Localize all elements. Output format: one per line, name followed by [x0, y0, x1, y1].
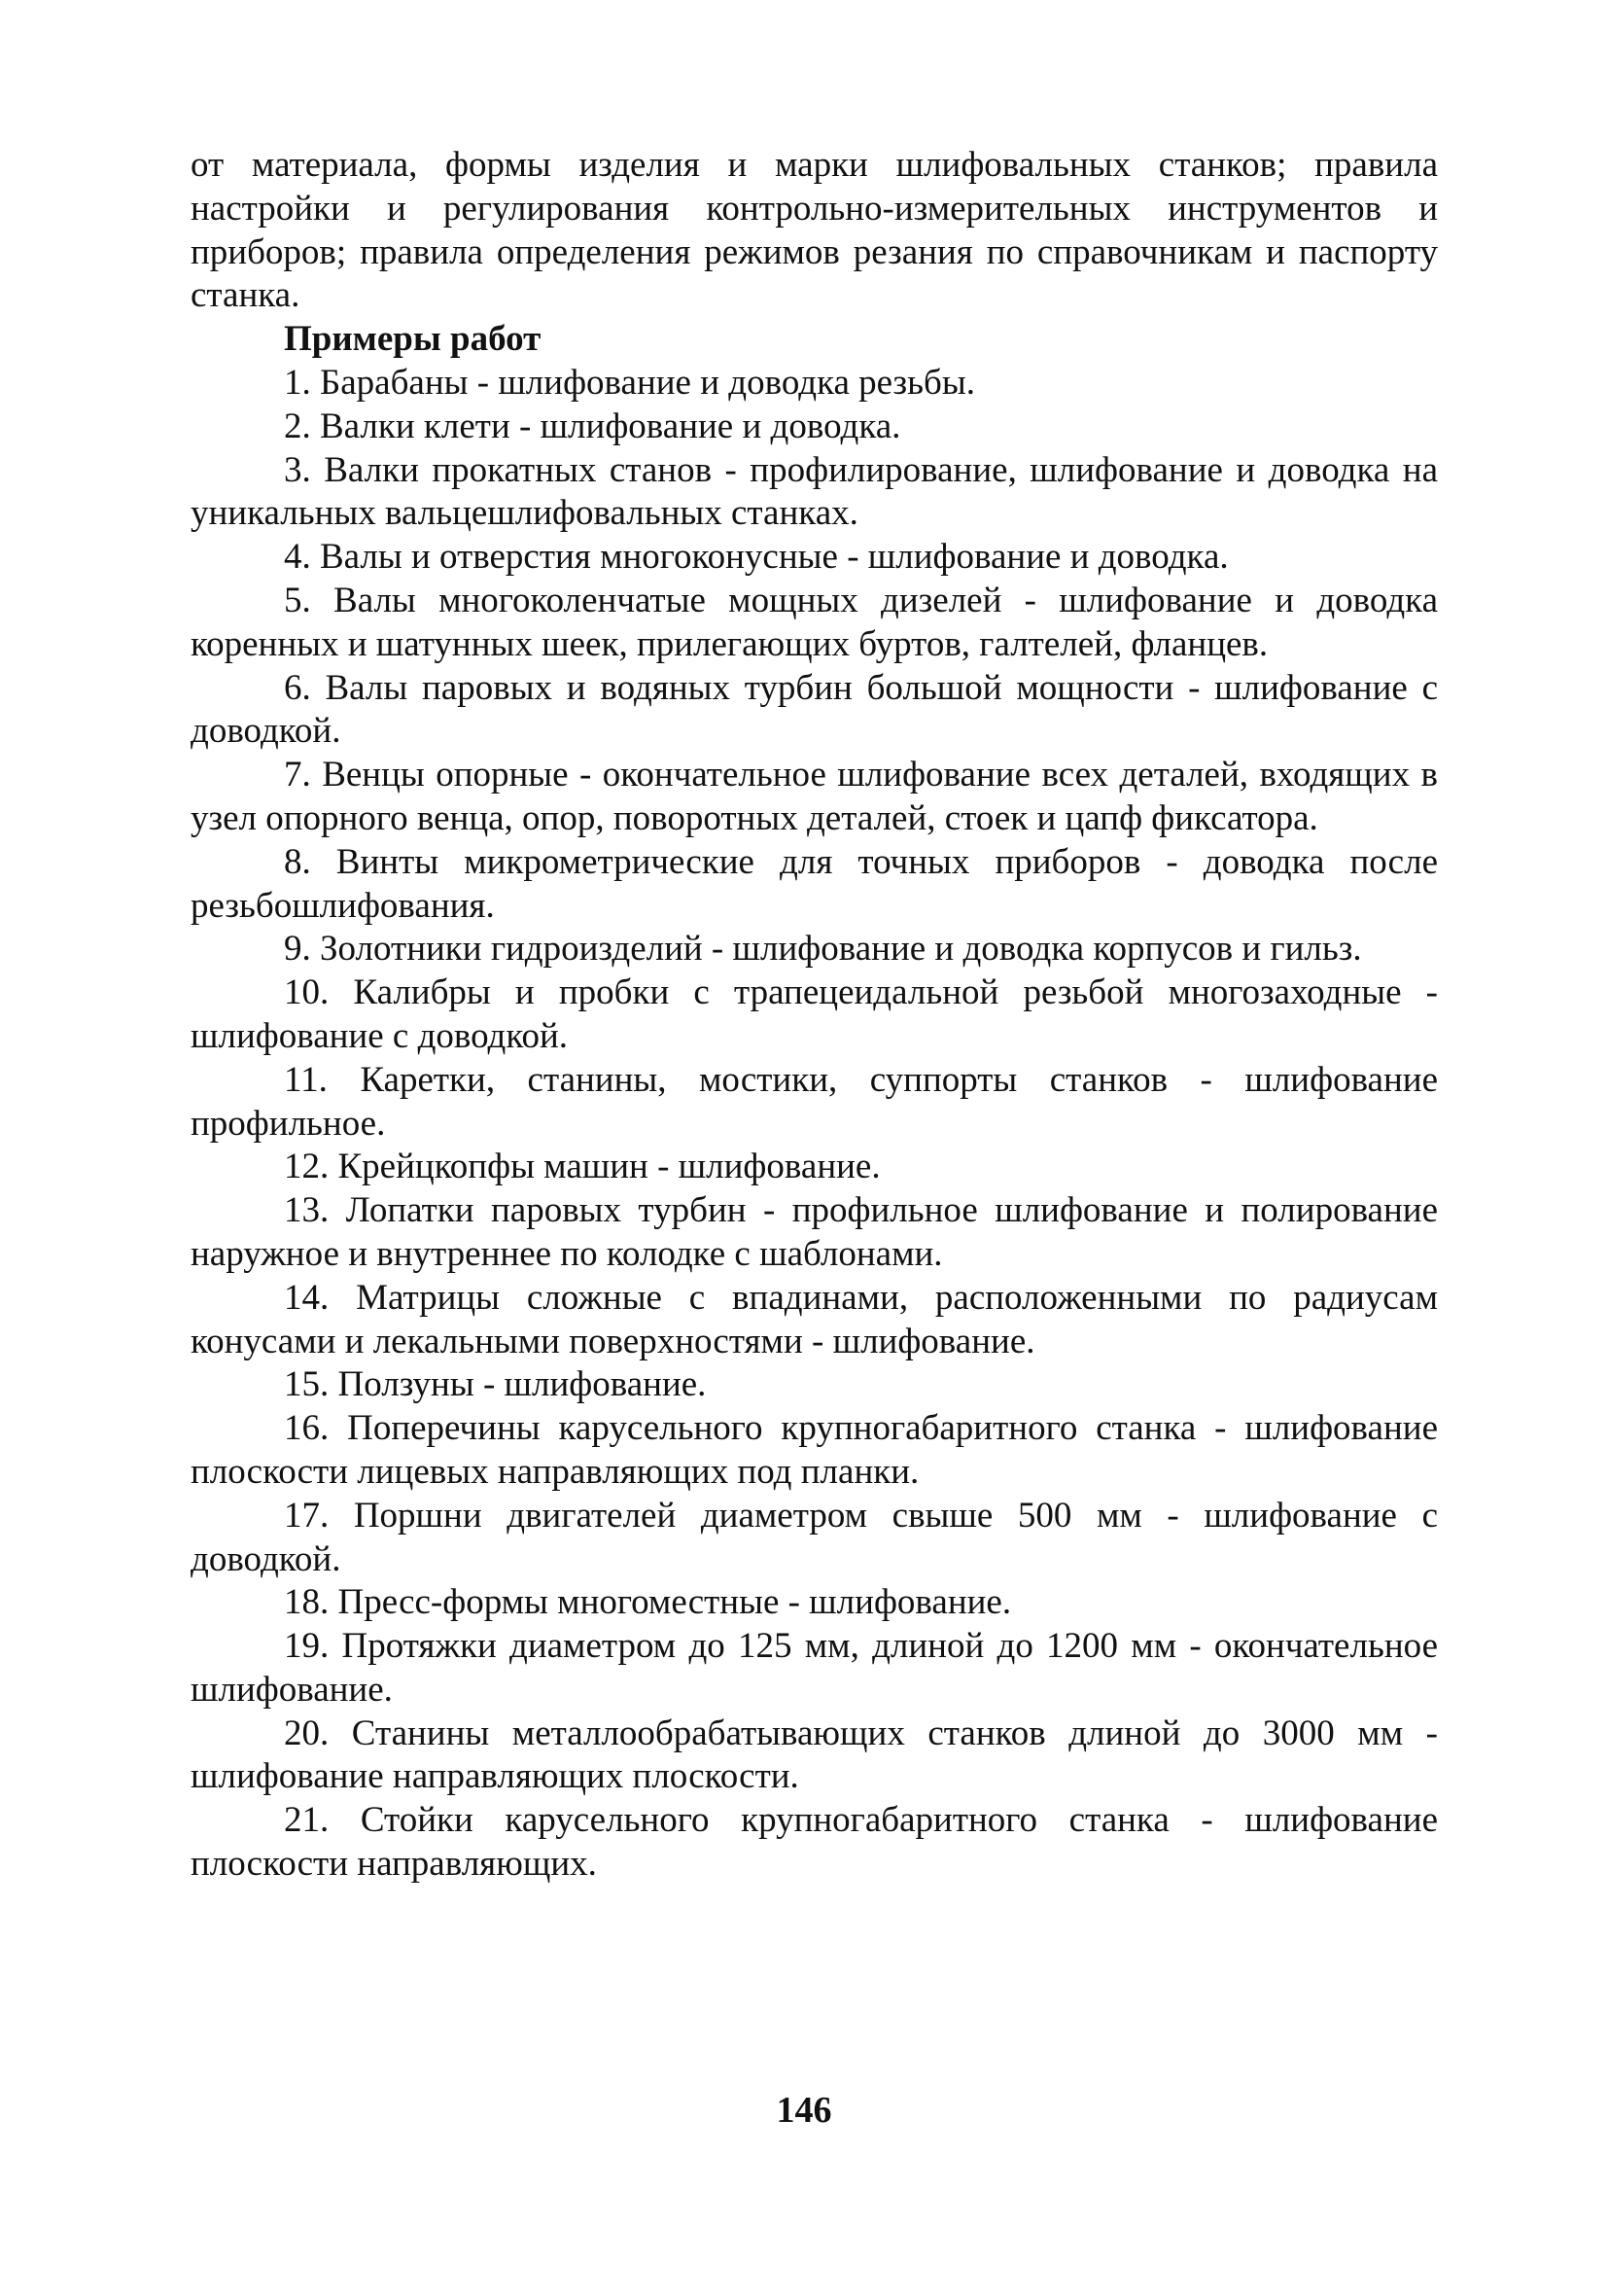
list-item: 5. Валы многоколенчатые мощных дизелей - шлифование и доводка коренных и шатунных шеек, прилегающих буртов, галтелей, фланцев.: [191, 580, 1438, 664]
list-item: 14. Матрицы сложные с впадинами, расположенными по радиусам конусами и лекальными поверхностями - шлифование.: [191, 1277, 1438, 1361]
list-item: 13. Лопатки паровых турбин - профильное шлифование и полирование наружное и внутреннее по колодке с шаблонами.: [191, 1190, 1438, 1274]
list-item: 3. Валки прокатных станов - профилирование, шлифование и доводка на уникальных вальцешлифовальных станках.: [191, 449, 1438, 534]
list-item: 18. Пресс-формы многоместные - шлифование.: [284, 1582, 1012, 1623]
list-item: 9. Золотники гидроизделий - шлифование и доводка корпусов и гильз.: [284, 929, 1362, 970]
page-number: 146: [776, 2090, 832, 2131]
list-item: 12. Крейцкопфы машин - шлифование.: [284, 1147, 881, 1187]
list-item: 2. Валки клети - шлифование и доводка.: [284, 406, 901, 446]
list-item: 16. Поперечины карусельного крупногабаритного станка - шлифование плоскости лицевых направляющих под планки.: [191, 1408, 1438, 1492]
list-item: 4. Валы и отверстия многоконусные - шлифование и доводка.: [284, 537, 1229, 578]
list-item: 19. Протяжки диаметром до 125 мм, длиной до 1200 мм - окончательное шлифование.: [191, 1626, 1438, 1710]
list-item: 17. Поршни двигателей диаметром свыше 500 мм - шлифование с доводкой.: [191, 1495, 1438, 1579]
intro-paragraph: от материала, формы изделия и марки шлифовальных станков; правила настройки и регулирования контрольно-измерительных инструментов и приборов; правила определения режимов резания по справочникам и паспорту станка.: [191, 145, 1438, 316]
list-item: 6. Валы паровых и водяных турбин большой мощности - шлифование с доводкой.: [191, 667, 1438, 752]
section-heading: Примеры работ: [284, 319, 542, 360]
body-text: [191, 144, 1438, 1887]
list-item: 7. Венцы опорные - окончательное шлифование всех деталей, входящих в узел опорного венца, опор, поворотных деталей, стоек и цапф фиксатора.: [191, 755, 1438, 838]
list-item: 21. Стойки карусельного крупногабаритного станка - шлифование плоскости направляющих.: [191, 1800, 1438, 1885]
list-item: 8. Винты микрометрические для точных приборов - доводка после резьбошлифования.: [191, 841, 1438, 926]
list-item: 15. Ползуны - шлифование.: [284, 1364, 707, 1405]
list-item: 11. Каретки, станины, мостики, суппорты станков - шлифование профильное.: [191, 1059, 1438, 1144]
work-examples-list: [191, 362, 1438, 1887]
list-item: 1. Барабаны - шлифование и доводка резьбы.: [284, 362, 975, 403]
list-item: 10. Калибры и пробки с трапецеидальной резьбой многозаходные - шлифование с доводкой.: [191, 972, 1438, 1056]
list-item: 20. Станины металлообрабатывающих станков длиной до 3000 мм - шлифование направляющих плоскости.: [191, 1713, 1438, 1797]
